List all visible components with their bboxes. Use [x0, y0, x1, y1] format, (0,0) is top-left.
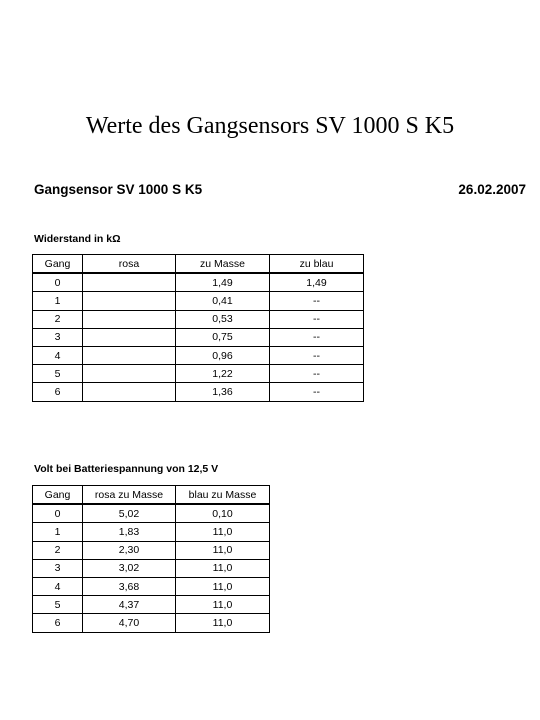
- table-cell: 11,0: [176, 541, 270, 559]
- table-cell: [83, 346, 176, 364]
- table-cell: [83, 310, 176, 328]
- column-header: blau zu Masse: [176, 486, 270, 505]
- table-cell: 6: [33, 614, 83, 632]
- table-row: [33, 504, 270, 523]
- table-cell: 1,36: [176, 383, 270, 401]
- table-cell: [83, 365, 176, 383]
- table-cell: --: [270, 383, 364, 401]
- table-row: [33, 541, 270, 559]
- table-cell: 1,49: [270, 273, 364, 292]
- column-header: zu Masse: [176, 255, 270, 274]
- voltage-section-label: Volt bei Batteriespannung von 12,5 V: [34, 463, 219, 475]
- column-header: zu blau: [270, 255, 364, 274]
- resistance-table: [32, 254, 364, 402]
- table-row: [33, 577, 270, 595]
- voltage-table: [32, 485, 270, 633]
- table-cell: 11,0: [176, 614, 270, 632]
- table-cell: 3: [33, 559, 83, 577]
- sensor-heading: Gangsensor SV 1000 S K5: [34, 182, 203, 197]
- table-row: [33, 559, 270, 577]
- table-cell: 2: [33, 541, 83, 559]
- table-header-row: [33, 486, 270, 505]
- table-cell: 2,30: [83, 541, 176, 559]
- column-header: Gang: [33, 255, 83, 274]
- table-cell: [83, 273, 176, 292]
- table-cell: 1: [33, 523, 83, 541]
- column-header: Gang: [33, 486, 83, 505]
- column-header: rosa zu Masse: [83, 486, 176, 505]
- table-cell: 11,0: [176, 596, 270, 614]
- table-cell: 2: [33, 310, 83, 328]
- table-cell: --: [270, 310, 364, 328]
- table-cell: --: [270, 328, 364, 346]
- table-cell: 1: [33, 292, 83, 310]
- table-cell: 0,10: [176, 504, 270, 523]
- table-cell: 1,22: [176, 365, 270, 383]
- table-cell: 4: [33, 346, 83, 364]
- table-row: [33, 523, 270, 541]
- table-cell: 0,41: [176, 292, 270, 310]
- table-cell: [83, 292, 176, 310]
- table-row: [33, 310, 364, 328]
- table-row: [33, 273, 364, 292]
- table-cell: 5: [33, 365, 83, 383]
- table-cell: [83, 383, 176, 401]
- page-title: Werte des Gangsensors SV 1000 S K5: [85, 113, 455, 139]
- table-cell: 5,02: [83, 504, 176, 523]
- table-cell: --: [270, 365, 364, 383]
- table-row: [33, 292, 364, 310]
- table-cell: 5: [33, 596, 83, 614]
- table-cell: 0: [33, 273, 83, 292]
- column-header: rosa: [83, 255, 176, 274]
- table-cell: --: [270, 346, 364, 364]
- table-cell: 3,68: [83, 577, 176, 595]
- table-cell: 1,49: [176, 273, 270, 292]
- table-cell: 0,53: [176, 310, 270, 328]
- table-cell: 4: [33, 577, 83, 595]
- table-cell: 11,0: [176, 523, 270, 541]
- table-cell: 11,0: [176, 577, 270, 595]
- table-cell: 0,96: [176, 346, 270, 364]
- resistance-section-label: Widerstand in kΩ: [34, 233, 121, 245]
- table-row: [33, 614, 270, 632]
- table-cell: 1,83: [83, 523, 176, 541]
- table-cell: 0: [33, 504, 83, 523]
- table-header-row: [33, 255, 364, 274]
- table-row: [33, 383, 364, 401]
- table-cell: 0,75: [176, 328, 270, 346]
- table-row: [33, 365, 364, 383]
- table-row: [33, 328, 364, 346]
- table-cell: 3: [33, 328, 83, 346]
- table-cell: 3,02: [83, 559, 176, 577]
- table-cell: --: [270, 292, 364, 310]
- table-row: [33, 596, 270, 614]
- table-cell: 6: [33, 383, 83, 401]
- table-row: [33, 346, 364, 364]
- document-date: 26.02.2007: [458, 182, 526, 197]
- table-cell: 4,37: [83, 596, 176, 614]
- table-cell: 11,0: [176, 559, 270, 577]
- table-cell: [83, 328, 176, 346]
- table-cell: 4,70: [83, 614, 176, 632]
